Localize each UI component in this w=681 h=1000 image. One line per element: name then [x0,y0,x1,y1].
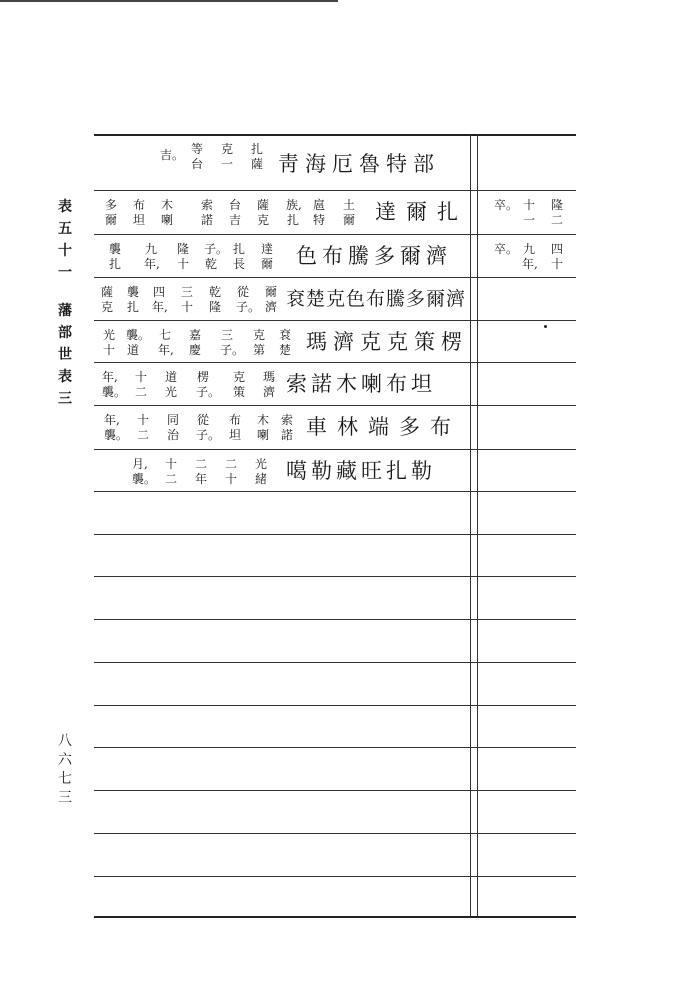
note-text: 月,襲。 [132,457,157,486]
note-text: 九年, [144,242,160,271]
note-text: 扈特 [312,198,325,227]
row-rule [94,619,576,620]
row-rule [94,833,576,834]
note-text: 年,襲。 [104,413,129,442]
note-text: 四年, [152,285,168,314]
right-column-cell [480,192,576,234]
note-text: 扎長 [232,242,245,271]
note-text: 克第 [252,328,265,357]
column-rule [470,134,471,918]
note-text: 三子。 [220,328,245,357]
note-text: 子。乾 [204,242,229,271]
row-rule [94,747,576,748]
header-note-2: 克一 [220,142,233,171]
row-rule [94,449,576,450]
ink-dot [544,325,547,328]
generation-row [96,407,468,449]
note-text: 索諾 [280,413,293,442]
column-rule [477,134,478,918]
row-rule [94,277,576,278]
table-number: 表五十一 [58,199,72,281]
note-text: 同治 [166,413,179,442]
note-text: 光緒 [254,457,267,486]
person-name: 車林端多布 [306,415,461,439]
note-text: 十二 [136,413,149,442]
person-name: 瑪濟克克策楞 [306,330,468,354]
header-note-3: 等台 [190,142,203,171]
note-text: 十二 [164,457,177,486]
row-rule-bottom [94,916,576,918]
note-text: 土爾 [342,198,355,227]
row-rule [94,405,576,406]
generation-row [96,192,468,234]
note-text: 布坦 [132,198,145,227]
note-text: 乾隆 [208,285,221,314]
note-text: 隆十 [176,242,189,271]
generation-row [96,322,468,362]
row-rule [94,320,576,321]
person-name: 達爾扎 [375,200,468,224]
note-text: 卒。 [494,198,519,212]
row-rule [94,190,576,191]
note-text: 九年, [522,242,538,271]
note-text: 瑪濟 [262,370,275,399]
note-text: 卒。 [494,242,519,256]
note-text: 十一 [522,198,535,227]
note-text: 年,襲。 [102,370,127,399]
generation-row [96,236,468,277]
generation-row [96,279,468,320]
top-rule [0,0,338,2]
generation-row [96,451,468,491]
note-text: 克策 [232,370,245,399]
person-name: 噶勒藏旺扎勒 [286,459,436,483]
note-text: 楞子。 [196,370,221,399]
row-rule-top [94,134,576,136]
note-text: 光十 [102,328,115,357]
note-text: 道光 [164,370,177,399]
note-text: 台吉 [228,198,241,227]
person-name: 袞楚克色布騰多爾濟 [286,288,467,310]
header-note-4: 吉。 [160,148,185,162]
note-text: 薩克 [100,285,113,314]
header-note-1: 扎薩 [250,142,263,171]
note-text: 達爾 [260,242,273,271]
note-text: 二年 [194,457,207,486]
row-rule [94,576,576,577]
row-rule [94,234,576,235]
generation-row [96,364,468,405]
section-title: 藩部世表三 [58,303,72,407]
note-text: 二十 [224,457,237,486]
person-name: 色布騰多爾濟 [296,244,452,268]
note-text: 襲扎 [126,285,139,314]
note-text: 爾濟 [264,285,277,314]
note-text: 四十 [550,242,563,271]
row-rule [94,491,576,492]
note-text: 從子。 [196,413,221,442]
row-rule [94,790,576,791]
note-text: 十二 [134,370,147,399]
note-text: 多爾 [104,198,117,227]
note-text: 木喇 [256,413,269,442]
page-number: 八六七三 [58,733,72,806]
note-text: 從子。 [236,285,261,314]
row-rule [94,662,576,663]
note-text: 袞楚 [278,328,291,357]
row-rule [94,705,576,706]
lineage-name: 靑海厄魯特部 [278,152,440,176]
note-text: 三十 [180,285,193,314]
row-rule [94,362,576,363]
note-text: 索諾 [200,198,213,227]
note-text: 木喇 [160,198,173,227]
note-text: 布坦 [228,413,241,442]
note-text: 襲。道 [126,328,151,357]
note-text: 族,扎 [286,198,302,227]
person-name: 索諾木喇布坦 [286,372,436,396]
right-column-cell [480,236,576,277]
row-rule [94,876,576,877]
note-text: 隆二 [550,198,563,227]
note-text: 薩克 [256,198,269,227]
note-text: 襲扎 [108,242,121,271]
note-text: 嘉慶 [188,328,201,357]
header-row [150,138,470,188]
row-rule [94,534,576,535]
note-text: 七年, [158,328,174,357]
